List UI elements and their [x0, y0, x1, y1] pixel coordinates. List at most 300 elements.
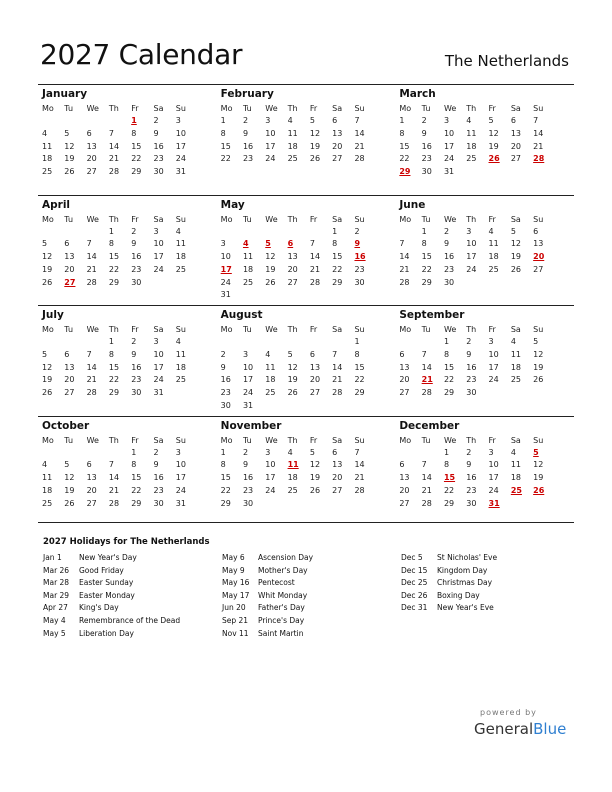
day-cell: 15: [220, 141, 231, 151]
weekday-header: Th: [108, 325, 119, 334]
day-cell: 31: [242, 400, 254, 410]
holiday-date: Sep 21: [222, 615, 249, 625]
day-cell: 25: [42, 498, 53, 508]
day-cell: 26: [42, 277, 53, 287]
day-cell: 19: [533, 473, 544, 483]
month-september: [395, 306, 574, 416]
weekday-header: Su: [175, 435, 186, 445]
day-cell: 2: [131, 337, 137, 346]
weekday-header: Th: [466, 104, 477, 113]
day-cell: 16: [131, 362, 142, 372]
day-cell: 23: [242, 485, 254, 495]
day-cell: 4: [287, 116, 293, 125]
holiday-entry: [401, 565, 497, 578]
day-cell: 15: [108, 362, 120, 372]
day-cell: 2: [242, 116, 249, 125]
day-cell: 1: [108, 337, 114, 346]
day-cell: 1: [421, 226, 427, 236]
weekday-header: Sa: [153, 325, 164, 334]
weekday-header: Mo: [42, 325, 54, 334]
day-cell: 1: [399, 116, 405, 125]
day-cell: 6: [64, 349, 70, 359]
weekday-header: Fr: [309, 104, 318, 113]
holiday-day-cell: 4: [242, 239, 249, 249]
holiday-day-cell: 5: [265, 239, 271, 249]
day-cell: 8: [131, 128, 137, 138]
day-cell: 20: [64, 375, 75, 385]
day-cell: 4: [42, 460, 48, 470]
weekday-header: Su: [533, 435, 544, 445]
day-cell: 23: [466, 485, 477, 495]
weekday-header: Th: [466, 214, 477, 224]
day-cell: 27: [332, 485, 343, 495]
day-cell: 10: [175, 128, 186, 138]
day-cell: 1: [108, 226, 114, 236]
day-cell: 18: [42, 154, 53, 164]
day-cell: 12: [265, 252, 276, 262]
day-cell: 30: [466, 388, 477, 398]
day-cell: 19: [533, 362, 544, 372]
day-grid: [221, 323, 396, 413]
day-cell: 15: [332, 252, 343, 262]
weekday-header: Mo: [220, 325, 233, 334]
day-cell: 24: [265, 154, 276, 164]
day-cell: 16: [153, 473, 164, 483]
month-july: [38, 306, 217, 416]
weekday-header: We: [443, 214, 457, 224]
day-cell: 13: [533, 239, 544, 249]
day-cell: 26: [265, 277, 276, 287]
day-cell: 19: [265, 264, 276, 274]
day-cell: 30: [421, 167, 432, 177]
day-cell: 17: [466, 252, 477, 262]
day-grid: [221, 102, 396, 166]
weekday-header: Mo: [399, 104, 412, 113]
day-cell: 27: [399, 388, 410, 398]
weekday-header: Tu: [64, 325, 74, 334]
day-cell: 16: [466, 362, 477, 372]
day-cell: 9: [220, 362, 226, 372]
day-cell: 28: [309, 277, 321, 287]
holiday-day-cell: 29: [399, 167, 411, 177]
day-cell: 2: [421, 116, 427, 125]
weekday-header: We: [265, 104, 278, 113]
day-cell: 13: [309, 362, 321, 372]
weekday-header: Tu: [64, 104, 74, 113]
day-cell: 10: [466, 239, 477, 249]
holiday-day-cell: 20: [533, 252, 545, 262]
day-cell: 14: [332, 362, 343, 372]
empty-cell: [64, 447, 86, 460]
weekday-header: Fr: [309, 214, 318, 224]
day-cell: 12: [64, 141, 75, 151]
day-cell: 4: [175, 226, 181, 236]
weekday-header: Sa: [510, 435, 521, 445]
day-cell: 7: [421, 460, 427, 470]
empty-cell: [64, 115, 86, 128]
day-cell: 18: [175, 362, 186, 372]
day-cell: 24: [466, 264, 477, 274]
month-row: [38, 416, 574, 527]
day-cell: 12: [309, 128, 321, 138]
day-cell: 15: [108, 252, 120, 262]
holiday-day-cell: 27: [64, 277, 76, 287]
day-cell: 3: [488, 447, 494, 457]
day-cell: 12: [42, 252, 53, 262]
day-cell: 30: [466, 498, 477, 508]
day-cell: 8: [220, 460, 226, 470]
day-cell: 2: [153, 447, 159, 457]
day-cell: 18: [287, 141, 298, 151]
day-cell: 9: [242, 128, 249, 138]
day-cell: 14: [108, 473, 120, 483]
day-cell: 22: [443, 485, 455, 495]
day-cell: 22: [131, 485, 142, 495]
month-name: January: [42, 88, 88, 100]
day-cell: 3: [153, 337, 159, 346]
holiday-column-1: [43, 552, 180, 640]
holiday-name: Whit Monday: [258, 590, 308, 600]
day-cell: 26: [309, 485, 321, 495]
holiday-entry: [43, 565, 180, 578]
month-august: [217, 306, 396, 416]
holiday-day-cell: 26: [488, 154, 500, 164]
day-cell: 24: [153, 264, 164, 274]
day-cell: 1: [354, 337, 360, 346]
generalblue-logo[interactable]: [474, 720, 566, 738]
empty-cell: [243, 226, 265, 239]
day-cell: 24: [488, 375, 499, 385]
weekday-header: Th: [287, 325, 298, 334]
day-cell: 25: [466, 154, 477, 164]
weekday-header: Fr: [488, 214, 496, 224]
month-name: December: [399, 419, 460, 432]
empty-cell: [87, 447, 109, 460]
day-cell: 27: [287, 277, 298, 287]
divider: [38, 522, 574, 523]
day-cell: 29: [443, 388, 455, 398]
weekday-header: We: [443, 325, 457, 334]
day-cell: 3: [242, 349, 249, 359]
day-cell: 27: [86, 498, 97, 508]
day-cell: 8: [399, 128, 405, 138]
day-cell: 30: [220, 400, 231, 410]
day-cell: 14: [108, 141, 120, 151]
day-cell: 3: [175, 116, 181, 125]
holiday-name: Father's Day: [258, 603, 305, 613]
day-cell: 3: [175, 447, 181, 457]
holiday-date: Mar 29: [43, 590, 70, 600]
day-cell: 16: [242, 141, 254, 151]
holiday-day-cell: 11: [287, 460, 299, 470]
day-cell: 27: [332, 154, 343, 164]
day-cell: 7: [354, 116, 360, 125]
day-cell: 11: [175, 239, 186, 249]
holiday-entry: [401, 590, 497, 603]
day-cell: 29: [421, 277, 432, 287]
day-cell: 10: [175, 460, 186, 470]
day-cell: 19: [64, 485, 75, 495]
empty-cell: [87, 226, 109, 239]
day-cell: 4: [510, 337, 516, 346]
weekday-header: Tu: [242, 104, 252, 113]
day-cell: 12: [488, 128, 499, 138]
day-cell: 7: [354, 447, 360, 457]
month-name: June: [399, 198, 426, 211]
day-cell: 10: [153, 239, 164, 249]
day-cell: 15: [421, 252, 432, 262]
day-cell: 19: [488, 141, 499, 151]
holiday-entry: [222, 615, 313, 628]
weekday-header: Su: [354, 435, 365, 445]
day-cell: 25: [242, 277, 254, 287]
day-cell: 14: [421, 473, 432, 483]
day-cell: 12: [533, 349, 544, 359]
day-cell: 21: [86, 264, 97, 274]
day-cell: 22: [399, 154, 410, 164]
day-cell: 18: [510, 362, 522, 372]
holiday-entry: [222, 552, 313, 565]
empty-cell: [64, 226, 86, 239]
holiday-name: St Nicholas' Eve: [437, 553, 498, 562]
day-cell: 26: [287, 388, 298, 398]
day-cell: 5: [64, 128, 70, 138]
day-cell: 20: [287, 264, 298, 274]
day-cell: 21: [332, 375, 343, 385]
day-cell: 25: [42, 167, 53, 177]
holiday-date: Dec 15: [401, 565, 428, 575]
weekday-header: Sa: [332, 214, 343, 224]
day-cell: 13: [332, 128, 343, 138]
day-cell: 24: [153, 375, 164, 385]
day-cell: 18: [175, 252, 186, 262]
day-cell: 23: [131, 375, 142, 385]
day-cell: 2: [443, 226, 450, 236]
day-cell: 20: [332, 473, 343, 483]
day-grid: [42, 102, 217, 179]
day-cell: 31: [220, 290, 231, 300]
day-cell: 29: [443, 498, 455, 508]
weekday-header: Fr: [131, 325, 139, 334]
day-cell: 19: [510, 252, 522, 262]
month-name: September: [399, 309, 465, 321]
day-cell: 23: [153, 485, 164, 495]
empty-cell: [399, 226, 421, 239]
holiday-day-cell: 17: [220, 264, 232, 274]
weekday-header: Mo: [220, 104, 233, 113]
day-cell: 15: [131, 473, 142, 483]
day-cell: 6: [332, 447, 338, 457]
holiday-name: Boxing Day: [437, 590, 480, 600]
day-cell: 9: [466, 349, 472, 359]
month-january: [38, 85, 217, 195]
month-name: February: [220, 88, 274, 100]
day-cell: 8: [443, 349, 450, 359]
holiday-date: Jan 1: [43, 553, 62, 562]
holiday-name: New Year's Day: [79, 553, 137, 562]
month-october: [38, 417, 217, 527]
month-march: [395, 85, 574, 195]
day-cell: 27: [533, 264, 544, 274]
day-cell: 10: [488, 349, 499, 359]
day-cell: 26: [64, 498, 75, 508]
holiday-date: Jun 20: [222, 603, 246, 613]
day-cell: 15: [443, 362, 455, 372]
weekday-header: Tu: [421, 214, 431, 224]
holiday-date: Mar 26: [43, 565, 70, 575]
holiday-name: Kingdom Day: [437, 565, 488, 575]
day-cell: 27: [510, 154, 522, 164]
day-cell: 1: [220, 447, 226, 457]
weekday-header: Su: [533, 325, 544, 334]
weekday-header: Mo: [399, 214, 412, 224]
empty-cell: [87, 336, 109, 349]
day-cell: 21: [354, 473, 365, 483]
day-cell: 28: [86, 277, 97, 287]
holiday-date: May 4: [43, 615, 66, 625]
weekday-header: Tu: [64, 214, 74, 224]
weekday-header: Sa: [510, 325, 521, 334]
weekday-header: Su: [175, 104, 186, 113]
day-cell: 21: [108, 154, 120, 164]
day-cell: 28: [86, 388, 97, 398]
day-cell: 25: [287, 485, 298, 495]
weekday-header: Th: [287, 104, 298, 113]
day-cell: 16: [466, 473, 477, 483]
holiday-entry: [222, 590, 313, 603]
day-cell: 22: [443, 375, 455, 385]
weekday-header: We: [86, 214, 99, 224]
day-cell: 21: [399, 264, 410, 274]
day-cell: 3: [488, 337, 494, 346]
day-cell: 26: [64, 167, 75, 177]
day-cell: 25: [287, 154, 298, 164]
day-cell: 30: [443, 277, 455, 287]
holiday-entry: [222, 628, 313, 641]
day-cell: 13: [287, 252, 298, 262]
day-cell: 17: [265, 473, 276, 483]
day-cell: 12: [64, 473, 75, 483]
day-cell: 13: [64, 252, 75, 262]
weekday-header: Tu: [242, 325, 252, 334]
day-cell: 23: [354, 264, 365, 274]
day-cell: 2: [466, 447, 472, 457]
month-name: April: [42, 198, 71, 211]
holiday-day-cell: 28: [533, 154, 545, 164]
holiday-name: Remembrance of the Dead: [79, 615, 181, 625]
holiday-name: Saint Martin: [258, 628, 304, 638]
weekday-header: Su: [175, 214, 186, 224]
holiday-entry: [401, 552, 497, 565]
day-cell: 6: [309, 349, 315, 359]
weekday-header: We: [265, 214, 278, 224]
day-cell: 14: [399, 252, 410, 262]
day-cell: 26: [533, 375, 544, 385]
day-cell: 11: [287, 128, 298, 138]
month-december: [395, 417, 574, 527]
day-cell: 7: [399, 239, 405, 249]
day-cell: 21: [309, 264, 321, 274]
day-cell: 20: [332, 141, 343, 151]
day-cell: 9: [466, 460, 472, 470]
holiday-name: King's Day: [79, 603, 119, 613]
weekday-header: Su: [533, 104, 544, 113]
day-cell: 1: [131, 447, 137, 457]
empty-cell: [109, 447, 131, 460]
day-cell: 3: [443, 116, 450, 125]
day-cell: 4: [287, 447, 293, 457]
day-cell: 27: [399, 498, 410, 508]
day-cell: 18: [488, 252, 499, 262]
day-cell: 4: [510, 447, 516, 457]
day-cell: 28: [108, 498, 120, 508]
day-cell: 31: [175, 498, 186, 508]
holiday-day-cell: 26: [533, 485, 545, 495]
day-cell: 5: [533, 337, 539, 346]
day-cell: 5: [64, 460, 70, 470]
holiday-name: Easter Monday: [79, 590, 135, 600]
holiday-name: Mother's Day: [258, 565, 308, 575]
holiday-date: Dec 25: [401, 578, 428, 588]
day-cell: 14: [421, 362, 432, 372]
day-cell: 6: [332, 116, 338, 125]
day-cell: 20: [86, 485, 97, 495]
weekday-header: Fr: [131, 104, 139, 113]
day-cell: 13: [64, 362, 75, 372]
weekday-header: Su: [354, 104, 365, 113]
empty-cell: [422, 336, 444, 349]
empty-cell: [399, 336, 421, 349]
weekday-header: Sa: [332, 104, 343, 113]
day-cell: 25: [175, 375, 186, 385]
day-cell: 1: [332, 226, 338, 236]
holiday-entry: [43, 602, 180, 615]
day-cell: 21: [533, 141, 544, 151]
holiday-date: May 5: [43, 628, 66, 638]
day-cell: 31: [153, 388, 164, 398]
day-cell: 7: [86, 239, 92, 249]
day-cell: 23: [220, 388, 231, 398]
day-cell: 10: [265, 128, 276, 138]
empty-cell: [310, 226, 332, 239]
day-cell: 19: [309, 473, 321, 483]
day-cell: 1: [443, 447, 450, 457]
day-cell: 2: [242, 447, 249, 457]
weekday-header: Sa: [153, 435, 164, 445]
day-cell: 5: [510, 226, 516, 236]
holiday-name: New Year's Eve: [437, 603, 494, 613]
day-cell: 9: [131, 239, 137, 249]
day-cell: 16: [131, 252, 142, 262]
month-row: [38, 195, 574, 306]
day-cell: 22: [354, 375, 365, 385]
day-cell: 15: [399, 141, 410, 151]
empty-cell: [422, 447, 444, 460]
day-cell: 9: [443, 239, 450, 249]
day-cell: 30: [131, 388, 142, 398]
day-cell: 9: [153, 128, 159, 138]
day-cell: 9: [153, 460, 159, 470]
day-cell: 12: [287, 362, 298, 372]
month-name: July: [42, 309, 64, 321]
day-cell: 16: [421, 141, 432, 151]
holiday-entry: [222, 602, 313, 615]
day-grid: [42, 323, 217, 400]
day-cell: 23: [153, 154, 164, 164]
day-cell: 20: [399, 375, 410, 385]
empty-cell: [109, 115, 131, 128]
day-cell: 8: [108, 239, 114, 249]
